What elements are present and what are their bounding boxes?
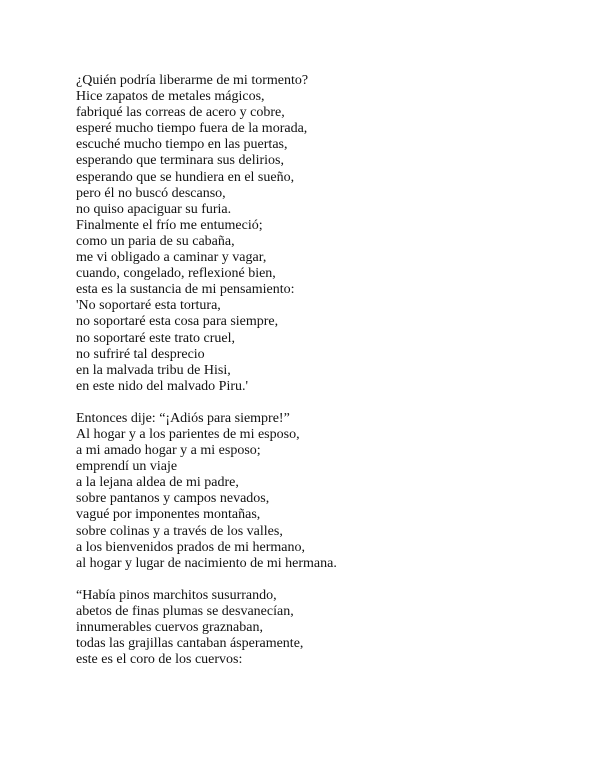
poem-line: abetos de finas plumas se desvanecían, [76,603,294,619]
poem-line: vagué por imponentes montañas, [76,507,261,523]
poem-line: no soportaré esta cosa para siempre, [76,314,279,330]
poem-line: esta es la sustancia de mi pensamiento: [76,282,295,298]
poem-line: esperé mucho tiempo fuera de la morada, [76,121,308,137]
poem-line: en este nido del malvado Piru.' [76,378,249,394]
poem-line: como un paria de su cabaña, [76,233,235,249]
poem-line: emprendí un viaje [76,459,178,475]
poem-line: esperando que terminara sus delirios, [76,153,284,169]
poem-line: Hice zapatos de metales mágicos, [76,89,265,105]
poem-line: escuché mucho tiempo en las puertas, [76,137,288,153]
poem-line: fabriqué las correas de acero y cobre, [76,105,285,121]
poem-line: sobre pantanos y campos nevados, [76,491,270,507]
poem-line: “Había pinos marchitos susurrando, [76,587,277,603]
poem-line: sobre colinas y a través de los valles, [76,523,283,539]
poem-line: cuando, congelado, reflexioné bien, [76,266,276,282]
poem-line: innumerables cuervos graznaban, [76,620,263,635]
poem-line: al hogar y lugar de nacimiento de mi hermana. [76,555,337,571]
poem-text [76,73,576,684]
poem-line: este es el coro de los cuervos: [76,652,243,668]
poem-line: pero él no buscó descanso, [76,185,226,201]
poem-line: Al hogar y a los parientes de mi esposo, [76,426,300,442]
poem-line: Entonces dije: “¡Adiós para siempre!” [76,410,290,426]
poem-line: a mi amado hogar y a mi esposo; [76,443,261,459]
stanza-3 [76,588,576,668]
poem-line: me vi obligado a caminar y vagar, [76,250,267,266]
poem-line: en la malvada tribu de Hisi, [76,362,231,378]
poem-line: todas las grajillas cantaban ásperamente, [76,636,304,652]
poem-line: a los bienvenidos prados de mi hermano, [76,539,306,555]
poem-line: a la lejana aldea de mi padre, [76,475,239,491]
poem-line: esperando que se hundiera en el sueño, [76,169,295,185]
stanza-1 [76,73,576,395]
poem-line: 'No soportaré esta tortura, [76,298,221,314]
poem-line: ¿Quién podría liberarme de mi tormento? [76,73,309,88]
poem-line: no quiso apaciguar su furia. [76,201,232,217]
poem-line: no sufriré tal desprecio [76,346,205,362]
poem-line: Finalmente el frío me entumeció; [76,217,263,233]
stanza-2 [76,411,576,572]
poem-line: no soportaré este trato cruel, [76,330,235,346]
